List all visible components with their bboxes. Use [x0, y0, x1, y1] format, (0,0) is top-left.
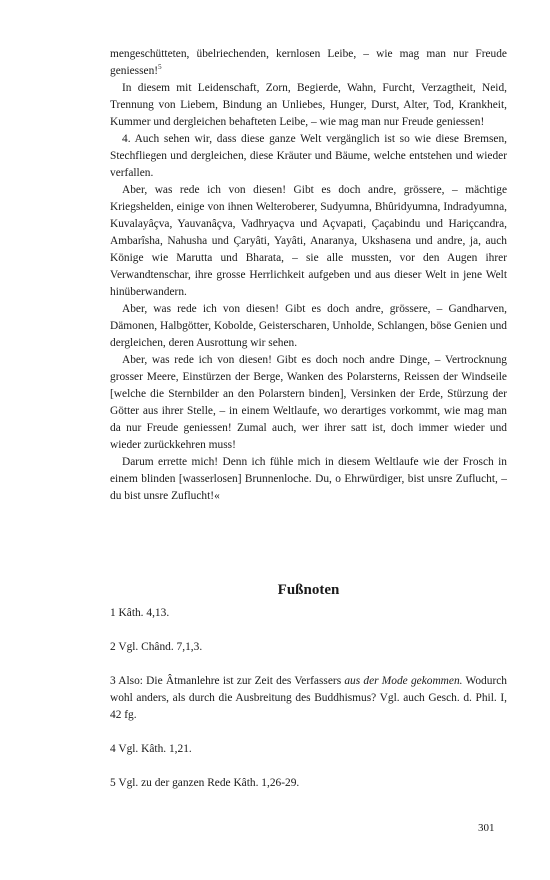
- footnotes-heading: Fußnoten: [277, 582, 340, 598]
- footnotes-list: [110, 605, 507, 809]
- footnote-2: 2 Vgl. Chând. 7,1,3.: [110, 641, 203, 653]
- footnote-text: 3 Also: Die Âtmanlehre ist zur Zeit des Verfassers: [110, 675, 345, 687]
- footnote-3: [110, 673, 507, 724]
- footnote-emphasis: aus der Mode gekommen.: [344, 675, 463, 687]
- paragraph: Aber, was rede ich von diesen! Gibt es doch andre, grössere, – mächtige Kriegshelden, einige von ihnen Welteroberer, Sudyumna, Bhûridyumna, Indradyumna, Kuvalayâçva, Yauvanâçva, Vadhryaçva und Açvapati, Çaçabindu und Hariçcandra, Ambarîsha, Nahusha und Çaryâti, Yayâti, Anaranya, Ukshasena und andre, ja, auch Könige wie Marutta und Bharata, – sie alle mussten, vor den Augen ihrer Verwandtenschar, ihre grosse Herrlichkeit aufgeben und aus dieser Welt in jene Welt hinüberwandern.: [110, 184, 507, 298]
- footnote-ref[interactable]: 5: [158, 63, 162, 71]
- paragraph: In diesem mit Leidenschaft, Zorn, Begierde, Wahn, Furcht, Verzagtheit, Neid, Trennung von Liebem, Bindung an Unliebes, Hunger, Durst, Alter, Tod, Krankheit, Kummer und dergleichen behafteten Leibe, – wie mag man nur Freude geniessen!: [110, 82, 507, 128]
- footnote-1: 1 Kâth. 4,13.: [110, 607, 170, 619]
- paragraph: Aber, was rede ich von diesen! Gibt es doch noch andre Dinge, – Vertrocknung grosser Meere, Einstürzen der Berge, Wanken des Polarsterns, Reissen der Windseile [welche die Sternbilder an den Polarstern binden], Versinken der Erde, Stürzung der Götter aus ihrer Stelle, – in einem Weltlaufe, wo derartiges vorkommt, wie mag man da nur Freude geniessen! Zumal auch, wer ihrer satt ist, doch immer wieder und wieder zurückkehren muss!: [110, 354, 507, 451]
- paragraph-text: mengeschütteten, übelriechenden, kernlosen Leibe, – wie mag man nur Freude geniessen!: [110, 48, 507, 77]
- paragraph: [110, 46, 507, 80]
- footnote-5: 5 Vgl. zu der ganzen Rede Kâth. 1,26-29.: [110, 777, 300, 789]
- footnote-4: 4 Vgl. Kâth. 1,21.: [110, 743, 192, 755]
- paragraph: Aber, was rede ich von diesen! Gibt es doch andre, grössere, – Gandharven, Dämonen, Halbgötter, Kobolde, Geisterscharen, Unholde, Schlangen, böse Genien und dergleichen, deren Ausrottung wir sehen.: [110, 303, 507, 349]
- page-content: [110, 46, 507, 789]
- paragraph: 4. Auch sehen wir, dass diese ganze Welt vergänglich ist so wie diese Bremsen, Stechfliegen und dergleichen, diese Kräuter und Bäume, welche entstehen und wieder verfallen.: [110, 133, 507, 179]
- main-text: [110, 46, 507, 505]
- paragraph: Darum errette mich! Denn ich fühle mich in diesem Weltlaufe wie der Frosch in einem blinden [wasserlosen] Brunnenloche. Du, o Ehrwürdiger, bist unsre Zuflucht, – du bist unsre Zuflucht!«: [110, 456, 507, 502]
- footnote-text: Wodurch wohl anders, als durch die Ausbreitung des Buddhismus? Vgl. auch Gesch. d. Phil. I, 42 fg.: [110, 675, 507, 721]
- page-number: 301: [478, 822, 495, 834]
